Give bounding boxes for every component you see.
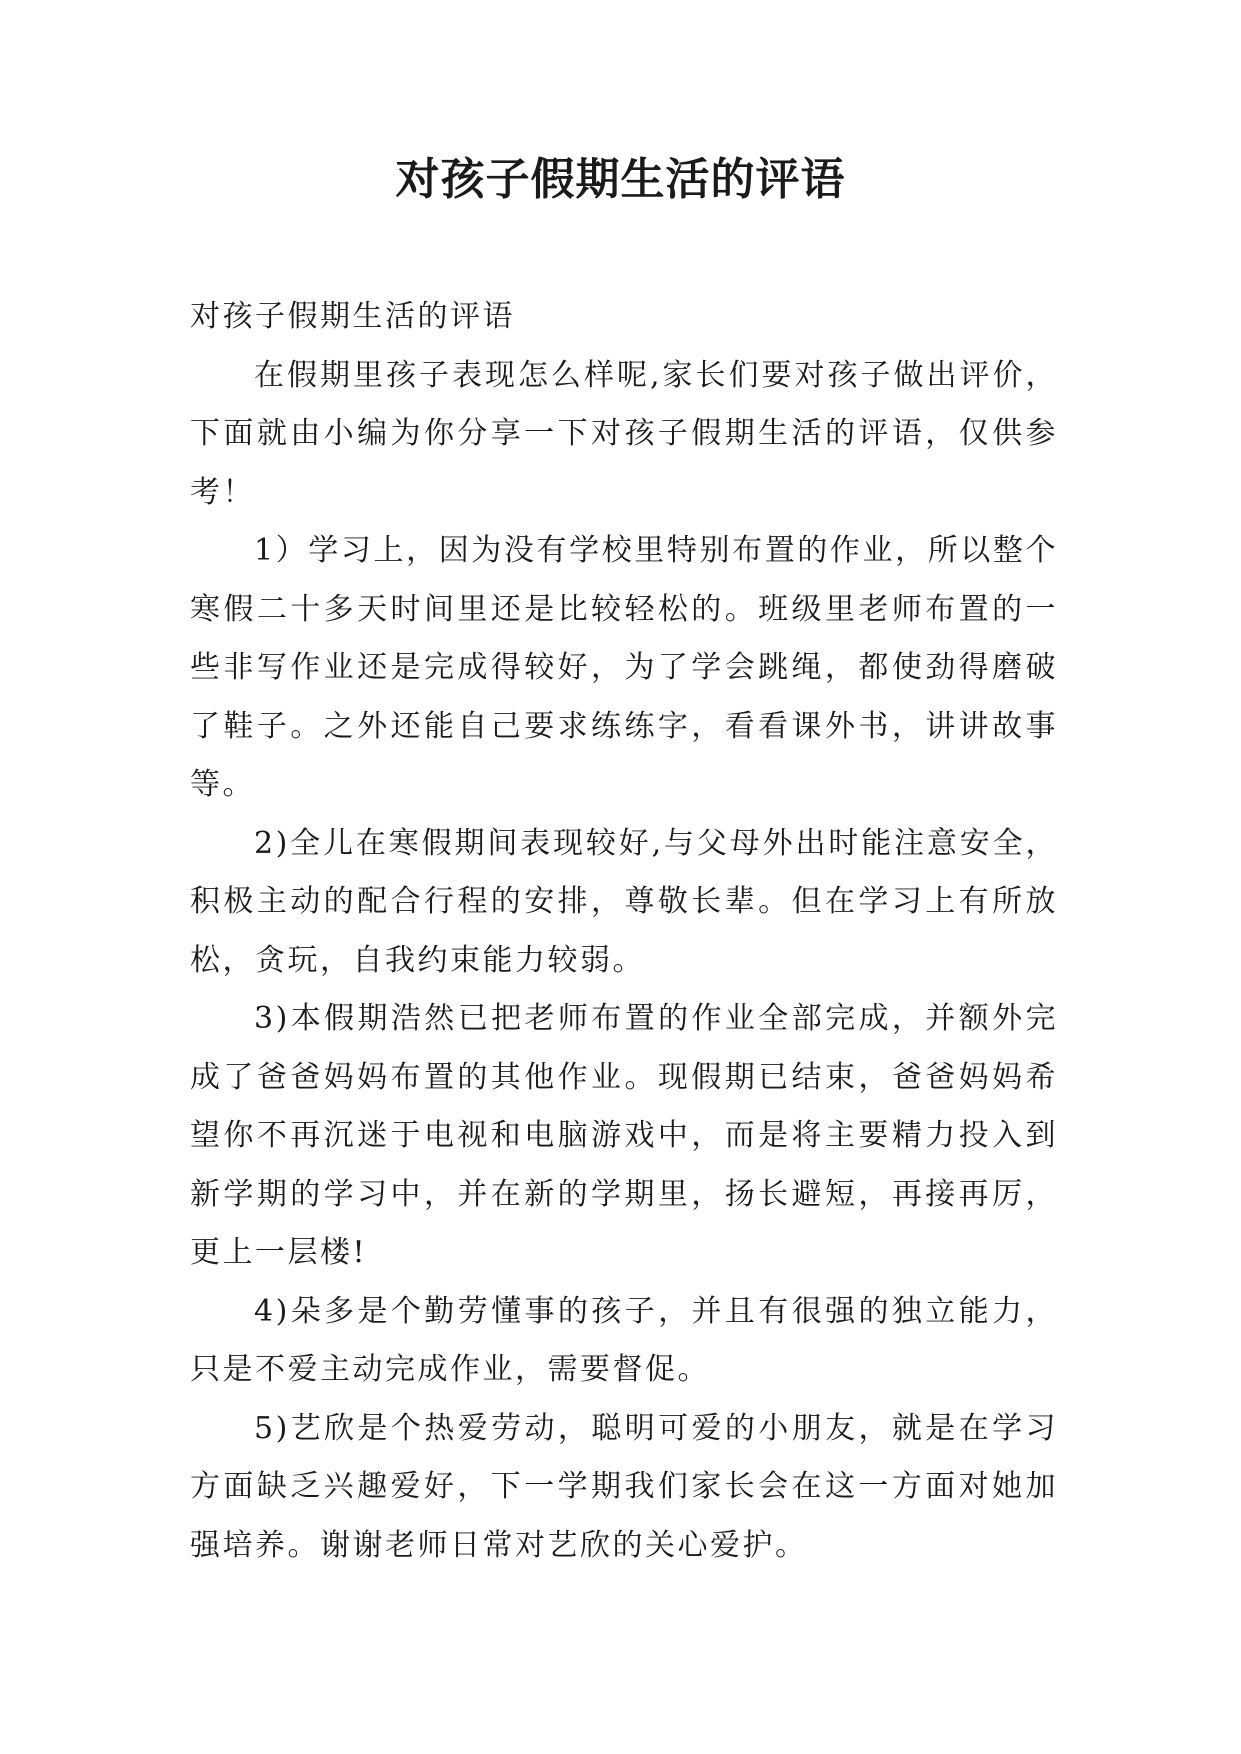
intro-paragraph: 在假期里孩子表现怎么样呢,家长们要对孩子做出评价，下面就由小编为你分享一下对孩子假期生活的评语，仅供参考！ <box>190 357 1058 510</box>
comment-paragraph-5: 5)艺欣是个热爱劳动，聪明可爱的小朋友，就是在学习方面缺乏兴趣爱好，下一学期我们家长会在这一方面对她加强培养。谢谢老师日常对艺欣的关心爱护。 <box>190 1410 1058 1563</box>
comment-paragraph-3: 3)本假期浩然已把老师布置的作业全部完成，并额外完成了爸爸妈妈布置的其他作业。现假期已结束，爸爸妈妈希望你不再沉迷于电视和电脑游戏中，而是将主要精力投入到新学期的学习中，并在新的学期里，扬长避短，再接再厉，更上一层楼! <box>190 1001 1058 1270</box>
body-heading: 对孩子假期生活的评语 <box>190 299 515 334</box>
comment-paragraph-1: 1）学习上，因为没有学校里特别布置的作业，所以整个寒假二十多天时间里还是比较轻松的。班级里老师布置的一些非写作业还是完成得较好，为了学会跳绳，都使劲得磨破了鞋子。之外还能自己要求练练字，看看课外书，讲讲故事等。 <box>190 533 1058 802</box>
document-body <box>190 288 1058 1575</box>
page-title: 对孩子假期生活的评语 <box>395 154 846 205</box>
comment-paragraph-4: 4)朵多是个勤劳懂事的孩子，并且有很强的独立能力，只是不爱主动完成作业，需要督促。 <box>190 1293 1058 1387</box>
comment-paragraph-2: 2)全儿在寒假期间表现较好,与父母外出时能注意安全，积极主动的配合行程的安排，尊敬长辈。但在学习上有所放松，贪玩，自我约束能力较弱。 <box>190 825 1058 978</box>
